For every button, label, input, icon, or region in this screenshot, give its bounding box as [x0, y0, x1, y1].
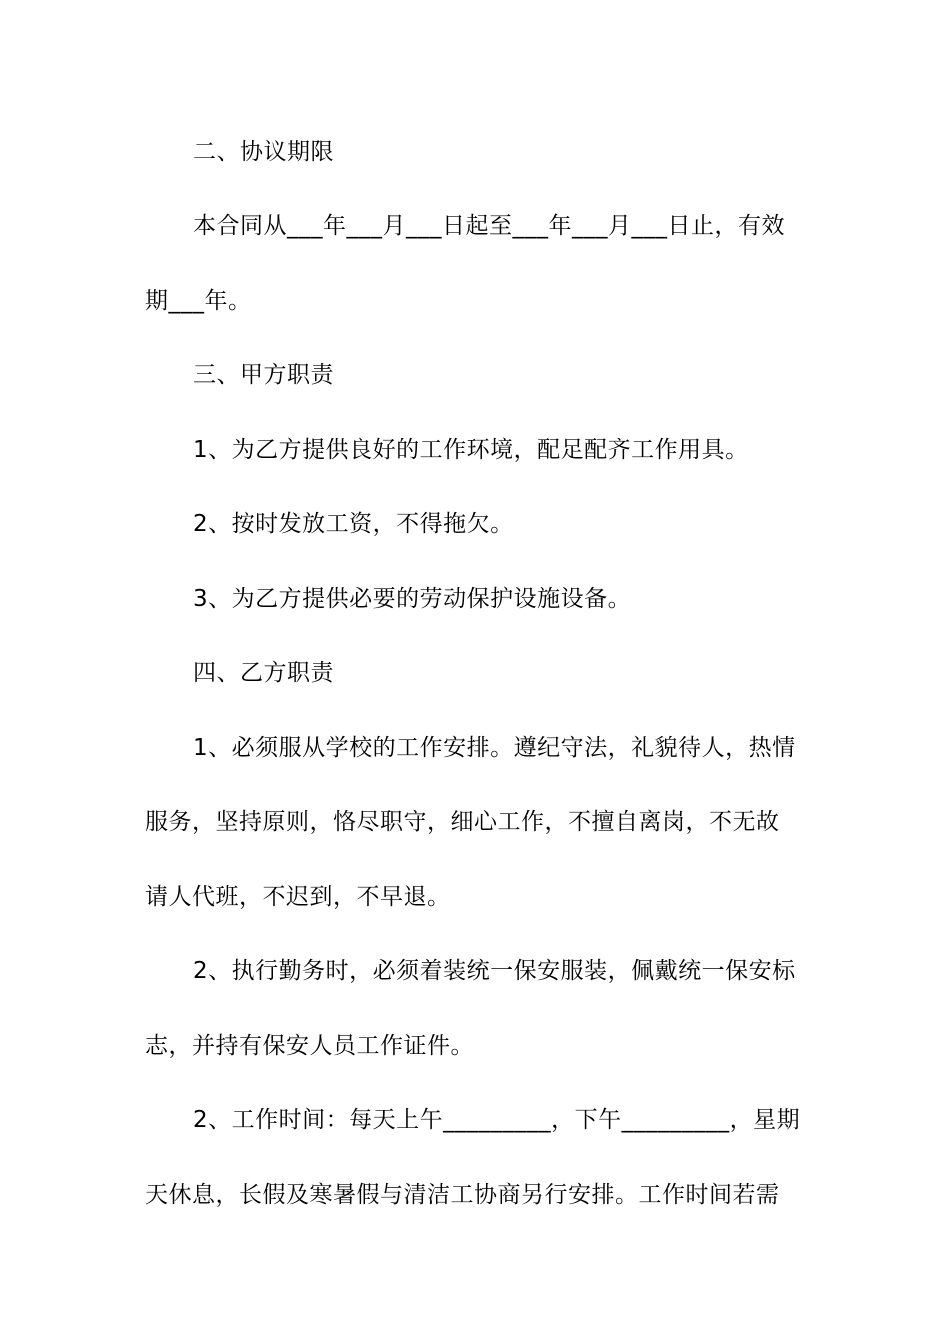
paragraph-line: 2、执行勤务时，必须着装统一保安服装，佩戴统一保安标: [193, 958, 796, 984]
paragraph-line: 1、为乙方提供良好的工作环境，配足配齐工作用具。: [193, 437, 749, 463]
paragraph-line: 志，并持有保安人员工作证件。: [145, 1033, 474, 1059]
paragraph-line: 2、按时发放工资，不得拖欠。: [193, 511, 514, 537]
paragraph-line: 服务，坚持原则，恪尽职守，细心工作，不擅自离岗，不无故: [145, 809, 780, 835]
paragraph-line: 本合同从___年___月___日起至___年___月___日止，有效: [193, 213, 785, 239]
section-heading-term: 二、协议期限: [193, 139, 334, 165]
section-heading-party-a: 三、甲方职责: [193, 362, 334, 388]
paragraph-line: 1、必须服从学校的工作安排。遵纪守法，礼貌待人，热情: [193, 735, 796, 761]
paragraph-line: 请人代班，不迟到，不早退。: [145, 884, 451, 910]
paragraph-line: 3、为乙方提供必要的劳动保护设施设备。: [193, 586, 632, 612]
paragraph-line: 期___年。: [145, 288, 252, 314]
paragraph-line: 2、工作时间：每天上午_________，下午_________，星期: [193, 1107, 801, 1133]
section-heading-party-b: 四、乙方职责: [193, 660, 334, 686]
paragraph-line: 天休息，长假及寒暑假与清洁工协商另行安排。工作时间若需: [145, 1182, 780, 1208]
